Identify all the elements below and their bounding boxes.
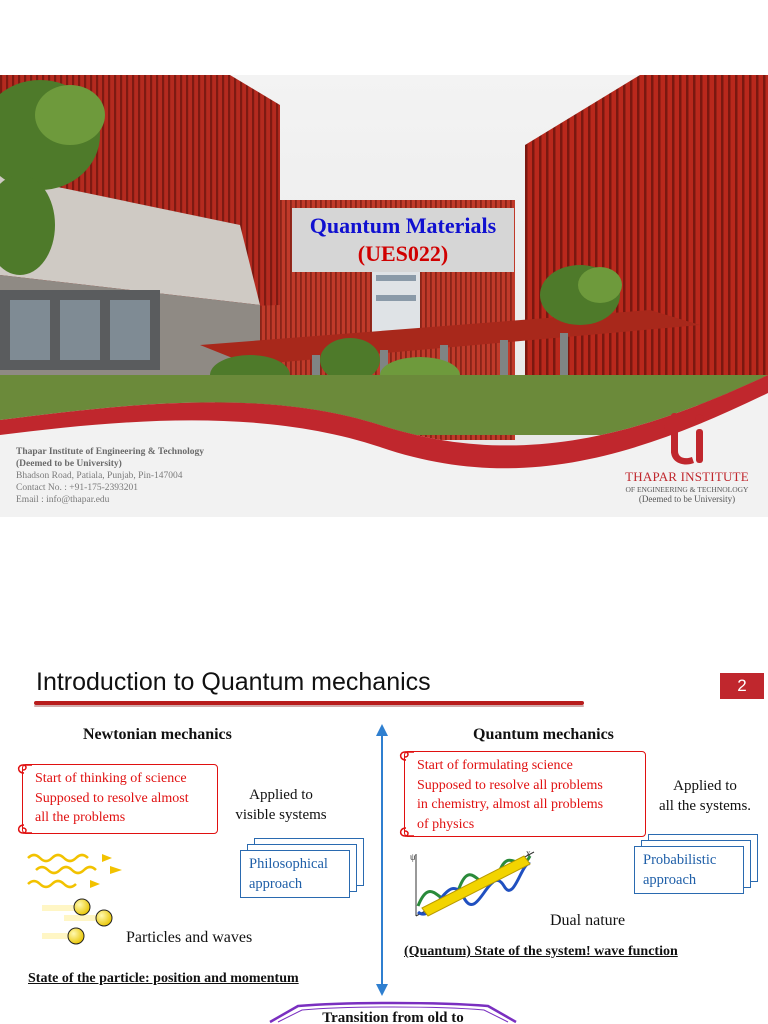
wave-function-icon — [404, 846, 536, 926]
address-email: Email : info@thapar.edu — [16, 495, 110, 505]
waves-icon — [26, 850, 126, 894]
scroll-line: all the problems — [35, 810, 126, 825]
title-underline-shadow — [34, 705, 584, 707]
applied-line: Applied to — [249, 787, 313, 803]
scroll-line: Supposed to resolve almost — [35, 790, 189, 806]
scroll-curl-icon — [15, 756, 33, 774]
particles-icon — [40, 898, 120, 948]
probabilistic-stack — [634, 834, 760, 898]
institute-logo — [612, 411, 762, 504]
applied-line: Applied to — [673, 778, 737, 794]
address-road: Bhadson Road, Patiala, Punjab, Pin-147004 — [16, 471, 183, 481]
address-institute-name: Thapar Institute of Engineering & Technology — [16, 447, 205, 457]
newtonian-scroll — [22, 764, 218, 834]
course-title-box — [292, 208, 514, 272]
intro-slide — [0, 660, 768, 1024]
scroll-line: Start of formulating science — [417, 758, 573, 773]
logo-subtitle: OF ENGINEERING & TECHNOLOGY — [625, 485, 749, 494]
newtonian-state: State of the particle: position and momentum — [28, 971, 299, 986]
scroll-line: in chemistry, almost all problems — [417, 797, 604, 812]
scroll-curl-icon — [15, 824, 33, 842]
scroll-curl-icon — [397, 827, 415, 845]
approach-line: approach — [249, 876, 303, 892]
philosophical-stack — [240, 838, 366, 902]
quantum-heading: Quantum mechanics — [473, 726, 614, 743]
scroll-curl-icon — [397, 743, 415, 761]
address-status: (Deemed to be University) — [16, 459, 122, 469]
particles-label: Particles and waves — [126, 929, 253, 946]
quantum-state: (Quantum) State of the system! wave function — [404, 944, 678, 959]
scroll-line: of physics — [417, 816, 475, 832]
title-slide — [0, 75, 768, 517]
institute-address — [16, 446, 276, 506]
newtonian-applied — [226, 785, 336, 825]
double-arrow-icon — [372, 724, 392, 996]
approach-line: approach — [643, 872, 697, 888]
dual-nature-label: Dual nature — [550, 912, 626, 929]
applied-line: all the systems. — [658, 798, 752, 814]
logo-status: (Deemed to be University) — [638, 494, 736, 504]
quantum-scroll — [404, 751, 646, 837]
address-contact: Contact No. : +91-175-2393201 — [16, 483, 138, 493]
svg-text:ψ: ψ — [410, 852, 416, 862]
svg-text:x: x — [526, 848, 531, 858]
scroll-line: Supposed to resolve all problems — [417, 777, 603, 793]
philosophical-approach — [240, 850, 350, 898]
approach-line: Probabilistic — [643, 852, 717, 868]
approach-line: Philosophical — [249, 856, 328, 872]
transition-banner — [268, 998, 518, 1024]
course-code: (UES022) — [357, 241, 449, 266]
probabilistic-approach — [634, 846, 744, 894]
quantum-applied — [650, 776, 760, 816]
transition-text: Transition from old to — [322, 1010, 464, 1024]
ti-logo-icon — [664, 411, 710, 469]
course-title: Quantum Materials — [309, 213, 497, 238]
page-number-badge: 2 — [720, 673, 764, 699]
scroll-line: Start of thinking of science — [35, 771, 187, 786]
logo-name: THAPAR INSTITUTE — [625, 469, 749, 484]
newtonian-heading: Newtonian mechanics — [83, 726, 232, 743]
applied-line: visible systems — [235, 807, 327, 823]
slide-title: Introduction to Quantum mechanics — [36, 668, 431, 696]
